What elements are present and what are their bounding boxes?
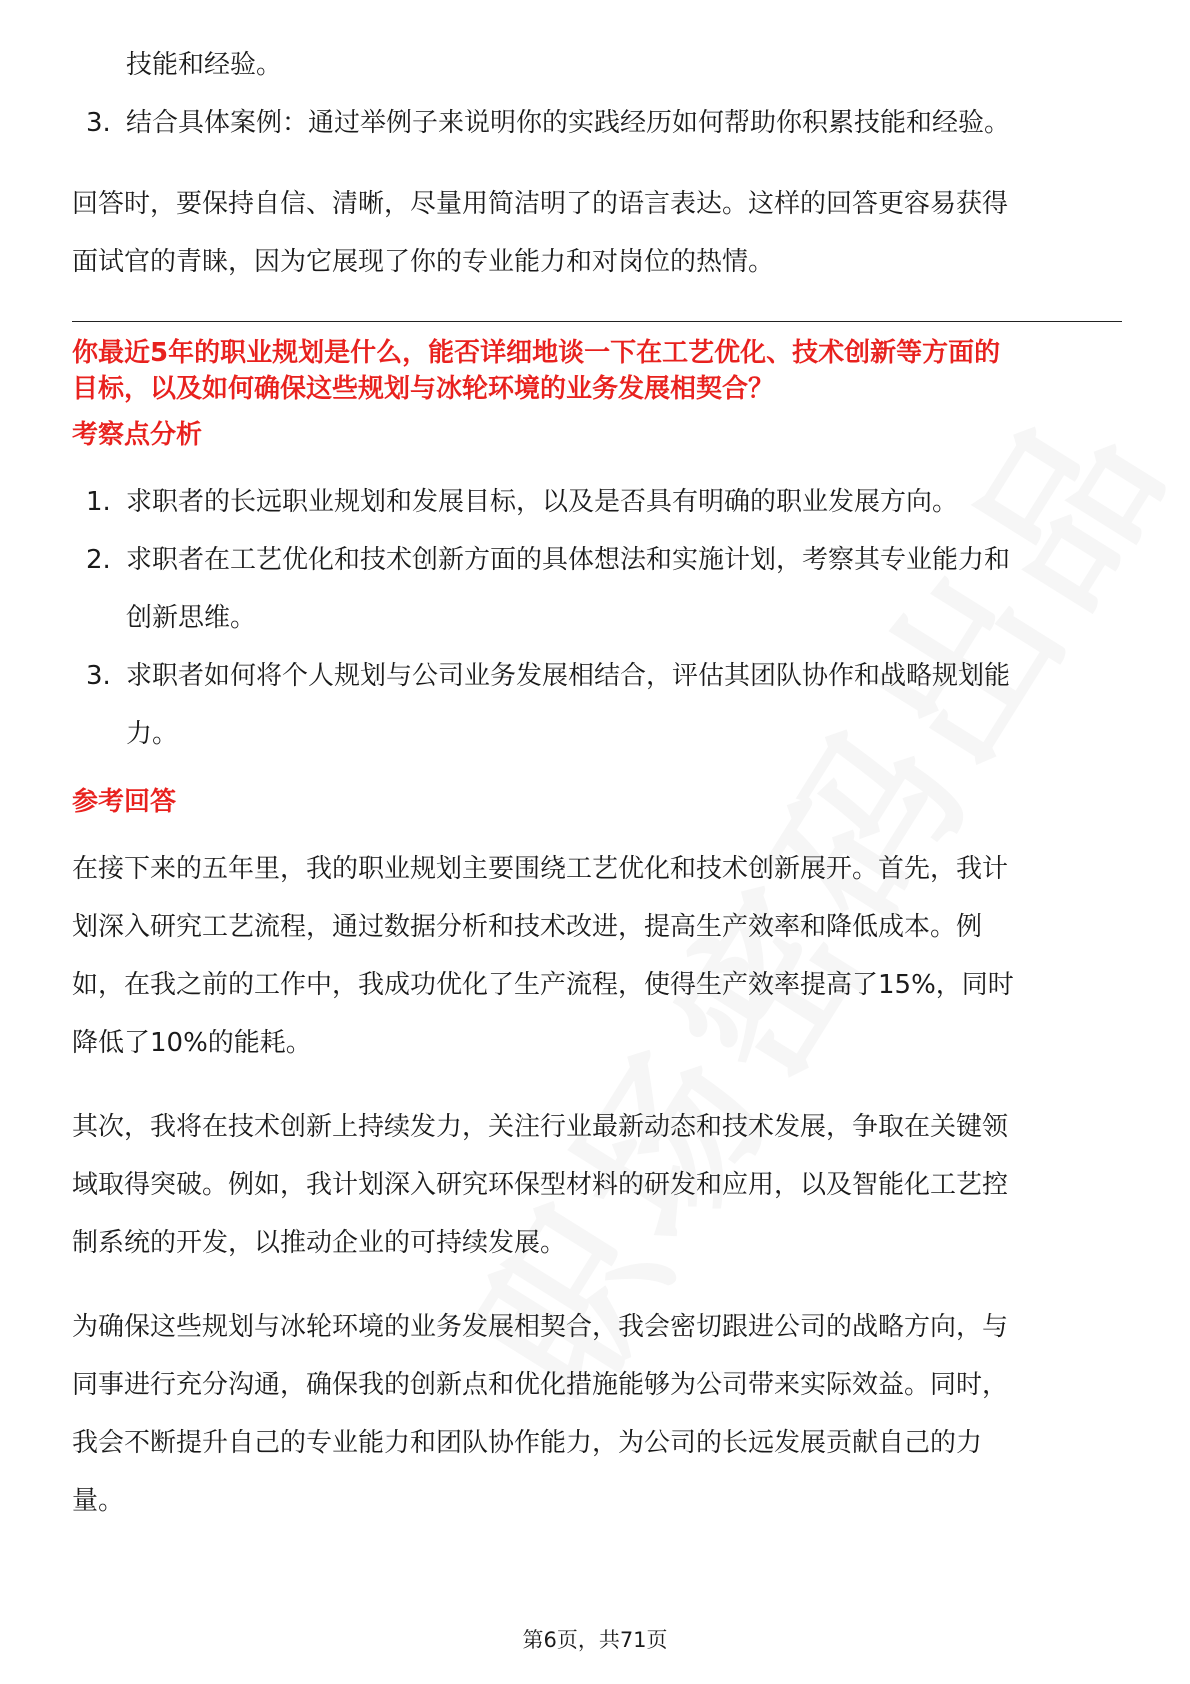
list-number: 3. [86, 108, 111, 138]
list-item-text: 结合具体案例：通过举例子来说明你的实践经历如何帮助你积累技能和经验。 [126, 108, 1011, 138]
text-line: 求职者在工艺优化和技术创新方面的具体想法和实施计划，考察其专业能力和 [126, 545, 1011, 575]
summary-paragraph [72, 175, 1122, 291]
question-heading [72, 335, 1122, 407]
text-line: 降低了10%的能耗。 [72, 1028, 312, 1058]
analysis-list [72, 473, 1122, 763]
list-number: 3. [86, 661, 111, 691]
list-number: 2. [86, 545, 111, 575]
text-line: 面试官的青睐，因为它展现了你的专业能力和对岗位的热情。 [72, 247, 775, 277]
list-item [72, 473, 1122, 531]
list-item [72, 647, 1122, 763]
text-line: 在接下来的五年里，我的职业规划主要围绕工艺优化和技术创新展开。首先，我计 [72, 854, 1009, 884]
text-line: 力。 [126, 719, 179, 749]
list-item [72, 531, 1122, 647]
text-line: 域取得突破。例如，我计划深入研究环保型材料的研发和应用，以及智能化工艺控 [72, 1170, 1009, 1200]
analysis-heading: 考察点分析 [72, 420, 203, 450]
text-line: 如，在我之前的工作中，我成功优化了生产流程，使得生产效率提高了15%，同时 [72, 970, 1014, 1000]
text-line: 其次，我将在技术创新上持续发力，关注行业最新动态和技术发展，争取在关键领 [72, 1112, 1009, 1142]
question-line: 目标，以及如何确保这些规划与冰轮环境的业务发展相契合？ [72, 374, 775, 404]
answer-paragraph [72, 1098, 1122, 1272]
text-line: 同事进行充分沟通，确保我的创新点和优化措施能够为公司带来实际效益。同时， [72, 1370, 1009, 1400]
text-line: 求职者的长远职业规划和发展目标，以及是否具有明确的职业发展方向。 [126, 487, 959, 517]
text-line: 求职者如何将个人规划与公司业务发展相结合，评估其团队协作和战略规划能 [126, 661, 1011, 691]
text-line: 为确保这些规划与冰轮环境的业务发展相契合，我会密切跟进公司的战略方向，与 [72, 1312, 1009, 1342]
text-line: 划深入研究工艺流程，通过数据分析和技术改进，提高生产效率和降低成本。例 [72, 912, 983, 942]
answer-paragraph [72, 1298, 1122, 1530]
text-line: 量。 [72, 1486, 125, 1516]
text-line: 创新思维。 [126, 603, 257, 633]
list-number: 1. [86, 487, 111, 517]
question-line: 你最近5年的职业规划是什么，能否详细地谈一下在工艺优化、技术创新等方面的 [72, 338, 1001, 368]
page-number-footer: 第6页，共71页 [522, 1628, 668, 1652]
text-line: 回答时，要保持自信、清晰，尽量用简洁明了的语言表达。这样的回答更容易获得 [72, 189, 1009, 219]
answer-paragraph [72, 840, 1122, 1072]
list-item-continuation: 技能和经验。 [126, 50, 283, 80]
text-line: 制系统的开发，以推动企业的可持续发展。 [72, 1228, 567, 1258]
text-line: 我会不断提升自己的专业能力和团队协作能力，为公司的长远发展贡献自己的力 [72, 1428, 983, 1458]
list-item [72, 94, 1122, 152]
document-page [72, 36, 1122, 1530]
answer-heading: 参考回答 [72, 787, 177, 817]
